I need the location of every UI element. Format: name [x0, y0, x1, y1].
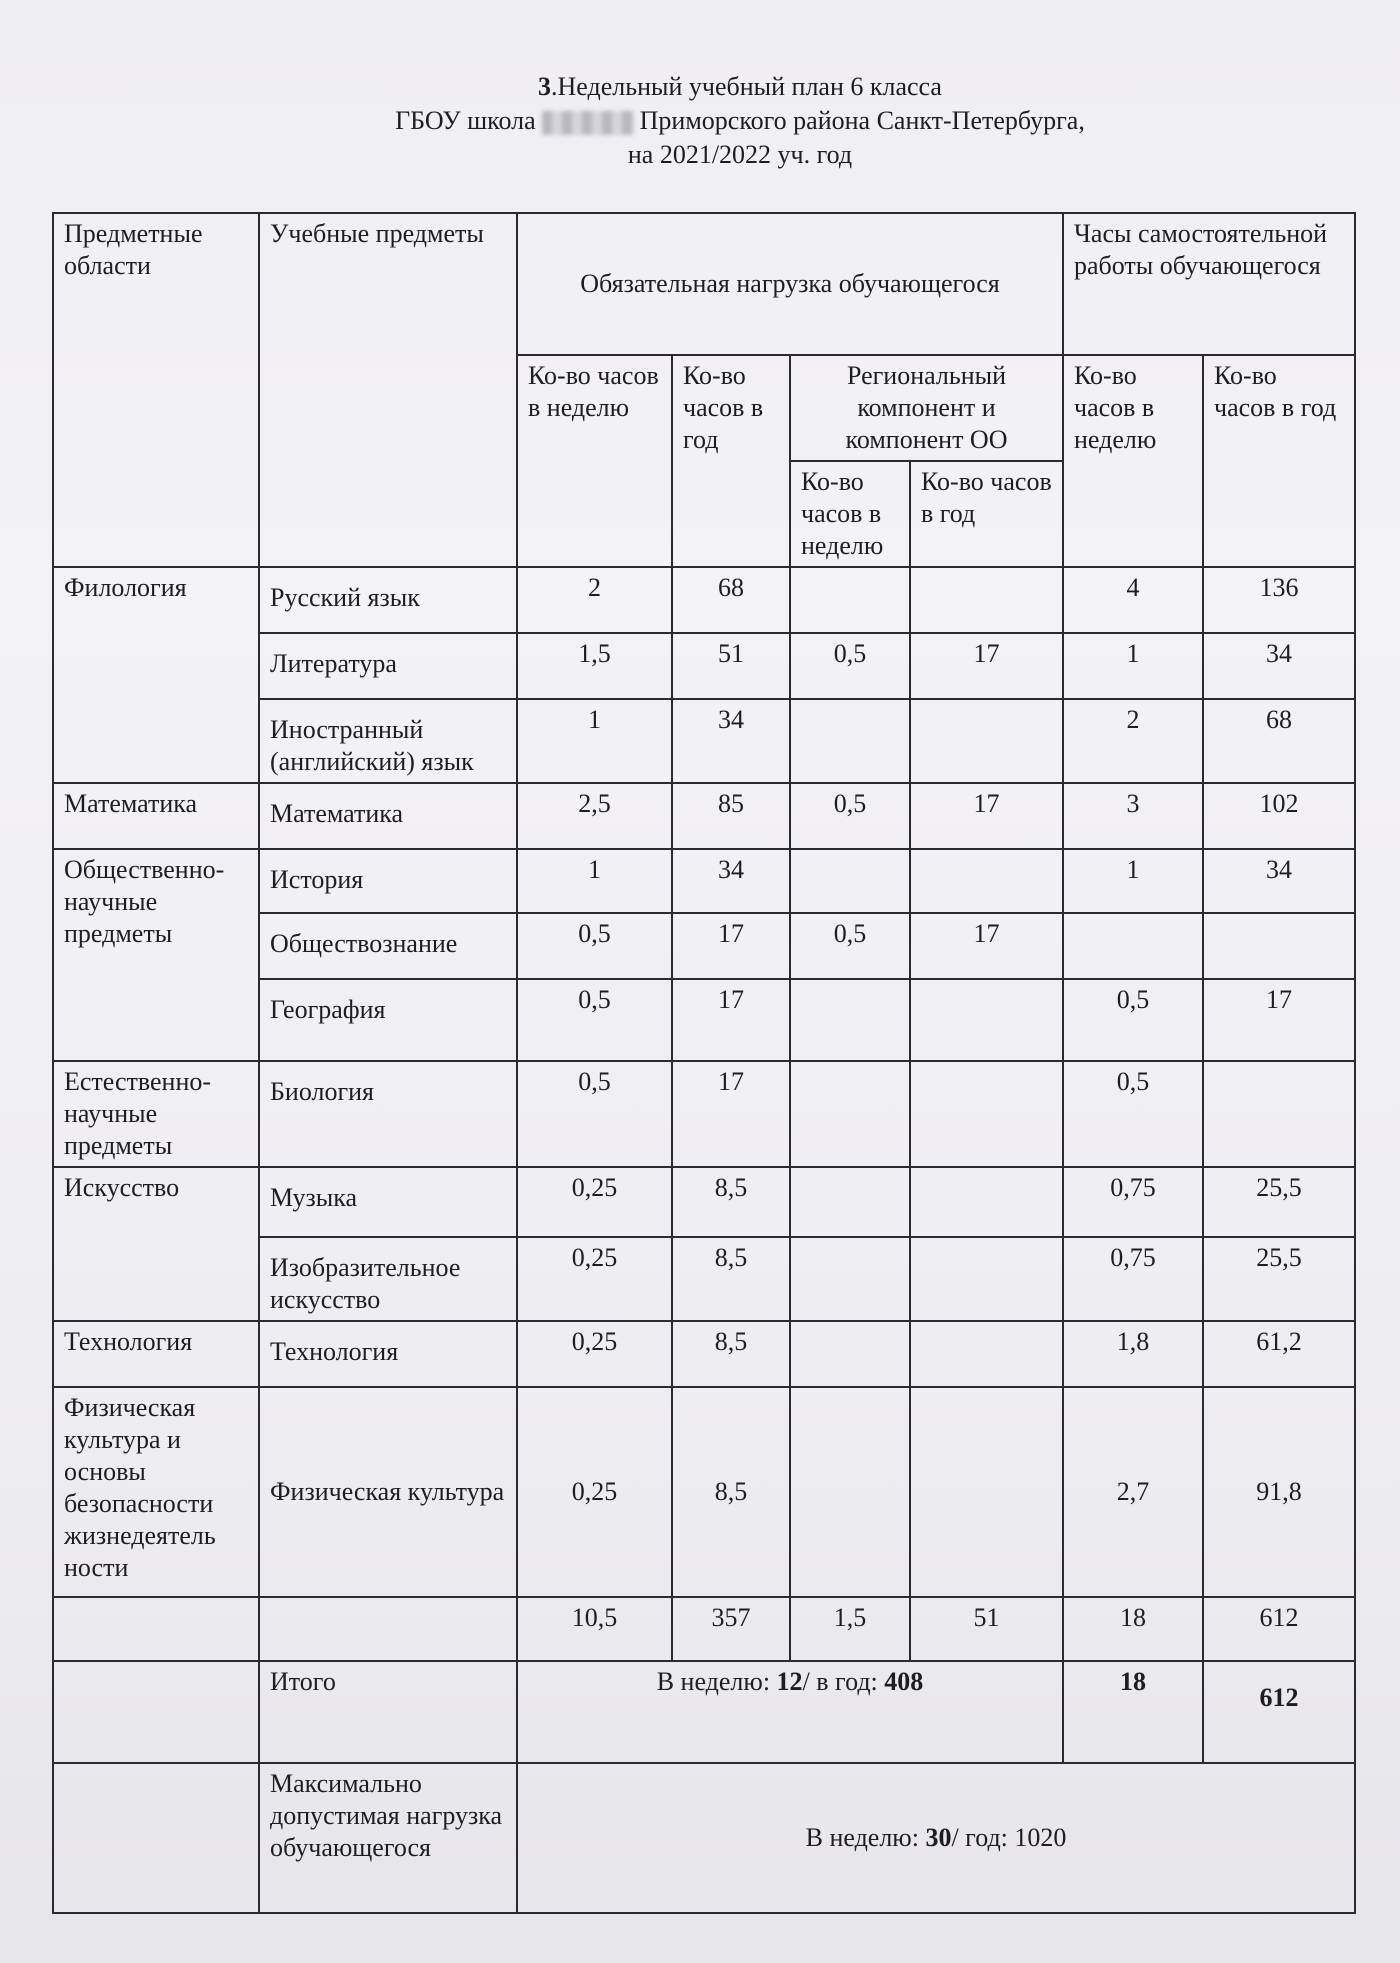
cell-sy: 91,8: [1203, 1387, 1355, 1597]
header-regional: Региональный компонент и компонент ОО: [790, 355, 1063, 461]
cell-rw: [790, 1167, 910, 1237]
title-text: .Недельный учебный план 6 класса: [551, 72, 942, 101]
max-load-row: [53, 1763, 1355, 1913]
cell-rw: [790, 699, 910, 783]
max-year-text: / год: 1020: [951, 1823, 1067, 1852]
subject-name: Биология: [259, 1061, 517, 1167]
title-line-2: [300, 104, 1180, 138]
subject-area: Естественно-научные предметы: [53, 1061, 259, 1167]
cell-sy: 34: [1203, 633, 1355, 699]
curriculum-table: [52, 212, 1356, 1914]
cell-rw: [790, 1237, 910, 1321]
cell-y: 8,5: [672, 1321, 790, 1387]
empty-cell: [259, 1597, 517, 1661]
subject-name: География: [259, 979, 517, 1061]
cell-sy: 136: [1203, 567, 1355, 633]
cell-sw: 2,7: [1063, 1387, 1203, 1597]
cell-sw: 4: [1063, 567, 1203, 633]
header-per-year: Ко-во часов в год: [672, 355, 790, 567]
cell-sw: 0,75: [1063, 1167, 1203, 1237]
header-reg-year: Ко-во часов в год: [910, 461, 1063, 567]
cell-sw: 1: [1063, 849, 1203, 913]
sum-sy: 612: [1203, 1597, 1355, 1661]
cell-sw: 1: [1063, 633, 1203, 699]
cell-sw: 3: [1063, 783, 1203, 849]
subject-name: Технология: [259, 1321, 517, 1387]
table-row: [53, 1321, 1355, 1387]
cell-ry: [910, 1061, 1063, 1167]
cell-sy: 25,5: [1203, 1167, 1355, 1237]
empty-cell: [53, 1597, 259, 1661]
subject-name: Математика: [259, 783, 517, 849]
cell-sy: 68: [1203, 699, 1355, 783]
subject-name: Обществознание: [259, 913, 517, 979]
subject-name: Музыка: [259, 1167, 517, 1237]
cell-ry: [910, 1321, 1063, 1387]
cell-sw: 0,75: [1063, 1237, 1203, 1321]
cell-ry: 17: [910, 913, 1063, 979]
cell-rw: 0,5: [790, 913, 910, 979]
cell-ry: [910, 1387, 1063, 1597]
cell-sy: 102: [1203, 783, 1355, 849]
cell-rw: [790, 1387, 910, 1597]
cell-ry: [910, 1237, 1063, 1321]
table-row: [53, 783, 1355, 849]
cell-y: 34: [672, 849, 790, 913]
cell-rw: [790, 1321, 910, 1387]
header-reg-week: Ко-во часов в неделю: [790, 461, 910, 567]
cell-rw: [790, 849, 910, 913]
title-number: 3: [538, 72, 552, 101]
header-self-week: Ко-во часов в неделю: [1063, 355, 1203, 567]
cell-sy: [1203, 913, 1355, 979]
cell-ry: 17: [910, 783, 1063, 849]
cell-rw: [790, 1061, 910, 1167]
cell-sy: [1203, 1061, 1355, 1167]
cell-rw: 0,5: [790, 783, 910, 849]
header-self-work: Часы самостоятельной работы обучающегося: [1063, 213, 1355, 355]
academic-year: на 2021/2022 уч. год: [627, 140, 853, 169]
total-mandatory: [517, 1661, 1063, 1763]
cell-w: 1,5: [517, 633, 672, 699]
cell-sy: 34: [1203, 849, 1355, 913]
sum-rw: 1,5: [790, 1597, 910, 1661]
total-label: Итого: [259, 1661, 517, 1763]
header-self-year: Ко-во часов в год: [1203, 355, 1355, 567]
header-subjects: Учебные предметы: [259, 213, 517, 567]
max-load-value: [517, 1763, 1355, 1913]
cell-sy: 61,2: [1203, 1321, 1355, 1387]
cell-y: 8,5: [672, 1237, 790, 1321]
cell-y: 51: [672, 633, 790, 699]
sum-w: 10,5: [517, 1597, 672, 1661]
subject-area: Общественно-научные предметы: [53, 849, 259, 1061]
total-row: [53, 1661, 1355, 1763]
subject-area: Технология: [53, 1321, 259, 1387]
cell-w: 2,5: [517, 783, 672, 849]
cell-w: 0,5: [517, 979, 672, 1061]
cell-sw: 0,5: [1063, 1061, 1203, 1167]
cell-w: 1: [517, 849, 672, 913]
header-areas: Предметные области: [53, 213, 259, 567]
cell-y: 8,5: [672, 1387, 790, 1597]
cell-w: 2: [517, 567, 672, 633]
cell-rw: [790, 567, 910, 633]
total-week-value: 12: [776, 1667, 803, 1696]
subject-name: Физическая культура: [259, 1387, 517, 1597]
total-self-week: 18: [1063, 1661, 1203, 1763]
table-row: [53, 849, 1355, 913]
cell-sw: 2: [1063, 699, 1203, 783]
cell-ry: [910, 699, 1063, 783]
subject-area: Искусство: [53, 1167, 259, 1321]
table-row: [53, 1167, 1355, 1237]
cell-y: 17: [672, 913, 790, 979]
cell-ry: [910, 849, 1063, 913]
table-row: [53, 1387, 1355, 1597]
sum-y: 357: [672, 1597, 790, 1661]
cell-w: 0,5: [517, 1061, 672, 1167]
cell-y: 34: [672, 699, 790, 783]
subject-name: Русский язык: [259, 567, 517, 633]
cell-y: 8,5: [672, 1167, 790, 1237]
cell-w: 1: [517, 699, 672, 783]
header-per-week: Ко-во часов в неделю: [517, 355, 672, 567]
max-week-value: 30: [925, 1823, 952, 1852]
cell-w: 0,25: [517, 1237, 672, 1321]
cell-y: 17: [672, 1061, 790, 1167]
empty-cell: [53, 1661, 259, 1763]
total-year-value: 408: [884, 1667, 924, 1696]
header-mandatory: Обязательная нагрузка обучающегося: [517, 213, 1063, 355]
table-row: [53, 567, 1355, 633]
subject-name: История: [259, 849, 517, 913]
cell-ry: [910, 979, 1063, 1061]
header-row-1: [53, 213, 1355, 355]
subject-name: Литература: [259, 633, 517, 699]
total-self-year: 612: [1203, 1661, 1355, 1763]
total-week-label: В неделю:: [656, 1667, 777, 1696]
max-label: Максимально допустимая нагрузка обучающегося: [259, 1763, 517, 1913]
cell-sy: 17: [1203, 979, 1355, 1061]
sum-sw: 18: [1063, 1597, 1203, 1661]
cell-y: 68: [672, 567, 790, 633]
cell-w: 0,25: [517, 1387, 672, 1597]
table-row: [53, 1061, 1355, 1167]
subject-name: Иностранный (английский) язык: [259, 699, 517, 783]
subject-area: Филология: [53, 567, 259, 783]
cell-ry: 17: [910, 633, 1063, 699]
cell-ry: [910, 1167, 1063, 1237]
cell-y: 17: [672, 979, 790, 1061]
cell-sw: 1,8: [1063, 1321, 1203, 1387]
school-label: ГБОУ школа: [395, 106, 536, 135]
cell-w: 0,5: [517, 913, 672, 979]
cell-ry: [910, 567, 1063, 633]
subject-area: Математика: [53, 783, 259, 849]
subject-name: Изобразительное искусство: [259, 1237, 517, 1321]
sums-row: [53, 1597, 1355, 1661]
cell-rw: [790, 979, 910, 1061]
subject-area: Физическая культура и основы безопасности жизнедеятель ности: [53, 1387, 259, 1597]
cell-sw: [1063, 913, 1203, 979]
document-title: [300, 70, 1180, 172]
sum-ry: 51: [910, 1597, 1063, 1661]
redacted-school-number: [542, 111, 634, 135]
cell-w: 0,25: [517, 1167, 672, 1237]
title-line-1: [300, 70, 1180, 104]
max-week-label: В неделю:: [805, 1823, 926, 1852]
total-year-label: / в год:: [802, 1667, 885, 1696]
empty-cell: [53, 1763, 259, 1913]
cell-sy: 25,5: [1203, 1237, 1355, 1321]
cell-w: 0,25: [517, 1321, 672, 1387]
school-district: Приморского района Санкт-Петербурга,: [639, 106, 1085, 135]
cell-y: 85: [672, 783, 790, 849]
cell-rw: 0,5: [790, 633, 910, 699]
cell-sw: 0,5: [1063, 979, 1203, 1061]
